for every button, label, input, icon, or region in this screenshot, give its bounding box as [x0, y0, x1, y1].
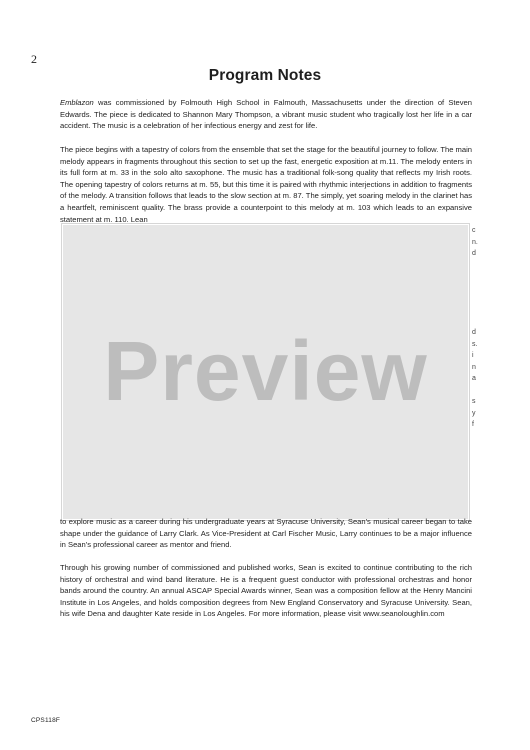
preview-watermark: Preview	[103, 324, 428, 418]
clipped-text-edge: d s. i n a	[472, 329, 478, 383]
intro-paragraph	[60, 97, 472, 132]
preview-overlay	[62, 224, 469, 520]
description-paragraph: The piece begins with a tapestry of colors from the ensemble that set the stage for the beautiful journey to follow. The main melody appears in fragments throughout this section to set up the fast, energetic exposition at m.11. The melody enters in its full form at m. 33 in the solo alto saxophone. The music has a traditional folk-song quality that reflects my Irish roots. The opening tapestry of colors returns at m. 55, but this time it is paired with rhythmic interjections in addition to fragments of the melody. A transition follows that leads to the slow section at m. 87. The simply, yet soaring melody in the clarinet has a heartfelt, reminiscent quality. The brass provide a counterpoint to this melody at m. 103 which leads to an expansive statement at m. 110. Lean	[60, 145, 472, 224]
page-number: 2	[31, 52, 37, 66]
piece-title: Emblazon	[60, 98, 94, 107]
clipped-text-edge: s y f	[472, 398, 476, 429]
catalog-code: CPS118F	[31, 717, 61, 724]
clipped-text-edge: c n. d	[472, 227, 478, 258]
page-title: Program Notes	[208, 67, 322, 84]
career-paragraph: Through his growing number of commissioned and published works, Sean is excited to continue contributing to the rich history of orchestral and wind band literature. He is a frequent guest conductor with professional orchestras and honor bands around the country. An annual ASCAP Special Awards winner, Sean was a composition fellow at the Henry Mancini Institute in Los Angeles, and holds composition degrees from New England Conservatory and Syracuse University. Sean, his wife Dena and daughter Kate reside in Los Angeles. For more information, please visit www.seanoloughlin.com	[60, 563, 472, 619]
intro-text: was commissioned by Folmouth High School in Falmouth, Massachusetts under the direction of Steven Edwards. The piece is dedicated to Shannon Mary Thompson, a vibrant music student who tragically lost her life in a car accident. The music is a celebration of her infectious energy and zest for life.	[60, 98, 472, 131]
biography-paragraph: to explore music as a career during his undergraduate years at Syracuse University, Sean's musical career began to take shape under the guidance of Larry Clark. As Vice-President at Carl Fischer Music, Larry continues to be a major influence in Sean's professional career as mentor and friend.	[60, 517, 472, 550]
